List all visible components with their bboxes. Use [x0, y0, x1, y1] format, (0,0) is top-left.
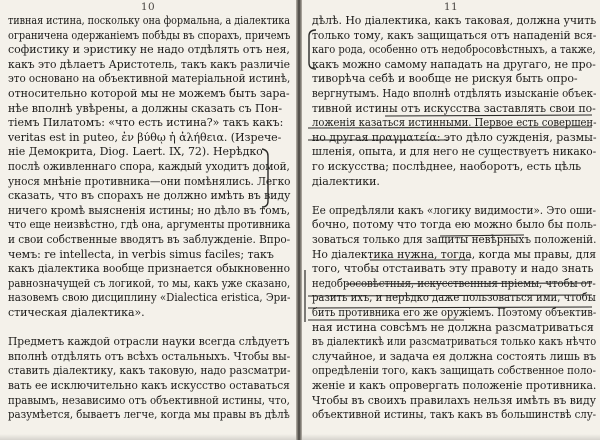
left-page-number: 10	[140, 1, 156, 13]
text-line: стическая діалектика».	[8, 306, 145, 319]
text-line: тивная истина, поскольку она формальна, а діалектика	[8, 14, 290, 27]
text-line: го искусства; послѣднее, наоборотъ, есть цѣль	[312, 160, 582, 173]
text-line: но другая πραγματεία: это дѣло сужденія, размы-	[312, 130, 597, 144]
text-line: Ее опредѣляли какъ «логику видимости». Это оши-	[312, 203, 597, 217]
right-page-number: 11	[443, 1, 459, 13]
text-line: чемъ: re intellecta, in verbis simus faciles; такъ	[8, 247, 274, 261]
text-line: бить противника его же оружіемъ. Поэтому объектив-	[312, 306, 597, 319]
text-line: что еще неизвѣстно, гдѣ она, аргументы противника	[8, 218, 291, 232]
text-line: опредѣленіи того, какъ защищать собственное поло-	[312, 364, 596, 378]
text-line: тивной истины отъ искусства заставлять свои по-	[312, 101, 596, 115]
text-line: Но діалектика нужна, тогда, когда мы правы, для	[312, 247, 597, 261]
text-line: только тому, какъ защищаться отъ нападеній вся-	[312, 28, 597, 42]
text-line: софистику и эристику не надо отдѣлять отъ нея,	[8, 43, 290, 57]
text-line: veritas est in puteo, ἐν βύθῳ ἡ ἀλήθεια. (Изрече-	[8, 130, 282, 144]
page-edge-shade	[302, 434, 600, 440]
right-page	[302, 0, 600, 440]
text-line: разумѣется, бываетъ легче, когда мы правы въ дѣлѣ	[8, 408, 290, 422]
text-line: правымъ, независимо отъ объективной истины, что,	[8, 393, 290, 407]
right-page-text	[302, 0, 600, 440]
text-line: равнозначущей съ логикой, то мы, какъ уже сказано,	[8, 276, 291, 290]
text-line: ная истина совсѣмъ не должна разсматриваться	[312, 320, 594, 334]
text-line: Предметъ каждой отрасли науки всегда слѣдуетъ	[8, 335, 290, 349]
text-line: зоваться только для защиты невѣрныхъ положеній.	[312, 233, 597, 246]
text-line: какъ это дѣлаетъ Аристотель, такъ какъ различіе	[8, 57, 291, 71]
text-line: недобросовѣстныя, искусственныя пріемы, чтобы от-	[312, 276, 596, 290]
text-line: вполнѣ отдѣлять отъ всѣхъ остальныхъ. Чтобы вы-	[8, 349, 291, 363]
text-line: діалектики.	[312, 174, 380, 188]
left-page	[0, 0, 296, 440]
text-line: шленія, опыта, и для него не существуетъ никако-	[312, 145, 597, 159]
text-line: ничего кромѣ выясненія истины; но дѣло въ томъ,	[8, 203, 290, 217]
text-line: объективной истины, такъ какъ въ большинствѣ слу-	[312, 408, 597, 422]
text-line: вергнутымъ. Надо вполнѣ отдѣлять изысканіе объек-	[312, 87, 597, 100]
text-line: дѣлѣ. Но діалектика, какъ таковая, должна учить	[312, 14, 597, 27]
left-page-text	[0, 0, 296, 440]
text-line: разить ихъ, и нерѣдко даже пользоваться ими, чтобы	[312, 291, 596, 305]
text-line: вать ее исключительно какъ искусство оставаться	[8, 379, 290, 392]
text-line: относительно которой мы не можемъ быть зара-	[8, 87, 290, 100]
text-line: нѣе вполнѣ увѣрены, а должны сказать съ Пон-	[8, 101, 283, 115]
text-line: каго рода, особенно отъ недобросовѣстныхъ, а также,	[312, 43, 596, 57]
text-line: какъ можно самому нападать на другаго, не про-	[312, 57, 596, 71]
text-line: какъ діалектика вообще признается обыкновенно	[8, 262, 291, 276]
text-line: тиворѣча себѣ и вообще не рискуя быть опро-	[312, 72, 578, 86]
text-line: сказать, что въ спорахъ не должно имѣть въ виду	[8, 189, 291, 203]
text-line: унося мнѣніе противника—они помѣнялись. Легко	[8, 174, 291, 188]
text-line: женіе и какъ опровергать положеніе противника.	[312, 379, 597, 392]
text-line: бочно, потому что тогда ею можно было бы поль-	[312, 218, 597, 232]
text-line: ставить діалектику, какъ таковую, надо разсматри-	[8, 364, 291, 378]
text-line: ограничена одержаніемъ побѣды въ спорахъ, причемъ	[8, 28, 291, 42]
text-line: случайное, и задача ея должна состоять лишь въ	[312, 349, 597, 363]
text-line: тіемъ Пилатомъ: «что есть истина?» такъ какъ:	[8, 116, 284, 130]
text-line: это основано на объективной матеріальной истинѣ,	[8, 72, 291, 86]
text-line: въ діалектикѣ или разсматриваться только какъ нѣчто	[312, 335, 597, 349]
text-line: послѣ оживленнаго спора, каждый уходитъ домой,	[8, 160, 290, 173]
page-edge-shade	[0, 434, 296, 440]
text-line: Чтобы въ своихъ правилахъ нельзя имѣть въ виду	[312, 393, 596, 407]
text-line: и свои собственные вводятъ въ заблужденіе. Впро-	[8, 233, 291, 246]
text-line: того, чтобы отстаивать эту правоту и надо знать	[312, 262, 594, 276]
text-line: ложенія казаться истинными. Первое есть совершен-	[312, 116, 597, 130]
text-line: ніе Демокрита, Diog. Laert. IX, 72). Нерѣдко	[8, 145, 263, 159]
text-line: назовемъ свою дисциплину «Dialectica eristica, Эри-	[8, 291, 291, 305]
